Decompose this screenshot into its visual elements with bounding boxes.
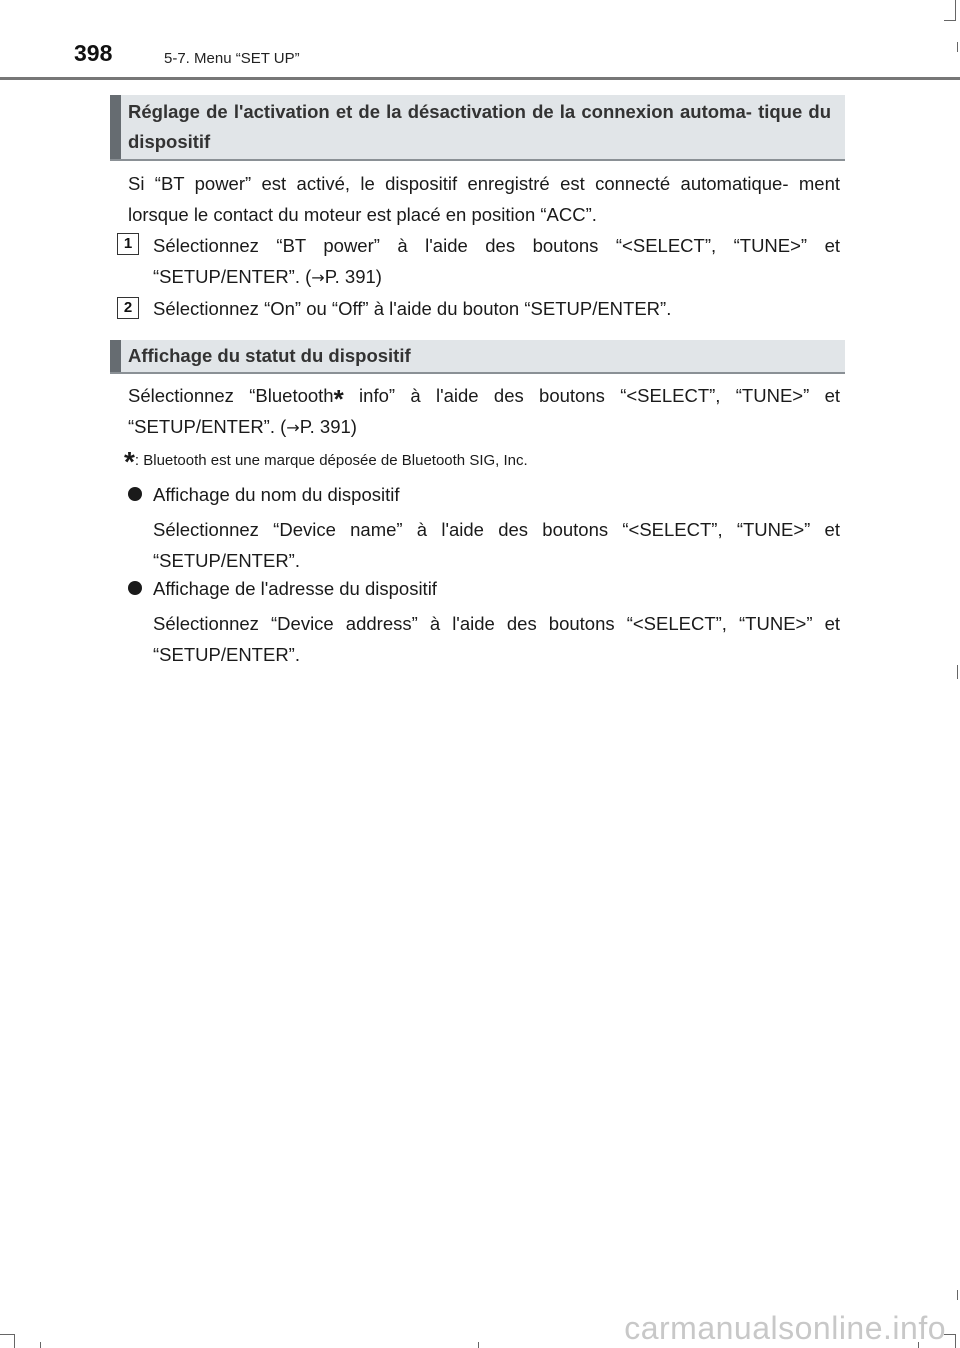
page-number: 398 [74, 40, 113, 66]
intro-page-ref[interactable]: P. 391) [299, 416, 357, 437]
section-heading-text: Affichage du statut du dispositif [128, 345, 411, 366]
bullet-icon [128, 487, 142, 501]
crop-mark [0, 1334, 14, 1335]
intro-part-a: Sélectionnez “Bluetooth [128, 385, 334, 406]
crop-mark [955, 0, 956, 20]
footnote-text: : Bluetooth est une marque déposée de Bluetooth SIG, Inc. [134, 452, 528, 469]
item-1-title: Affichage du nom du dispositif [153, 484, 400, 505]
crop-mark [957, 1290, 958, 1300]
arrow-right-icon: → [286, 418, 300, 437]
watermark: carmanualsonline.info [624, 1310, 946, 1346]
crop-mark [40, 1342, 41, 1348]
arrow-right-icon: → [311, 268, 325, 287]
item-1-text: Sélectionnez “Device name” à l'aide des boutons “<SELECT”, “TUNE>” et “SETUP/ENTER”. [153, 519, 840, 571]
section1-intro: Si “BT power” est activé, le dispositif enregistré est connecté automatique- ment lorsque le contact du moteur est placé en position “ACC”. [128, 173, 840, 225]
crop-mark [957, 665, 958, 679]
section-heading-auto-connection [110, 95, 845, 161]
footnote-marker: * [333, 384, 344, 414]
step-1-body: Sélectionnez “BT power” à l'aide des boutons “<SELECT”, “TUNE>” et “SETUP/ENTER”. ( [153, 235, 840, 287]
footnote [124, 446, 528, 478]
footnote-star: * [124, 446, 135, 477]
step-number-2: 2 [117, 297, 139, 319]
crop-mark [14, 1334, 15, 1348]
section-heading-text: Réglage de l'activation et de la désactivation de la connexion automa- tique du dispositif [128, 101, 831, 152]
crop-mark [478, 1342, 479, 1348]
crop-mark [957, 42, 958, 52]
section-heading-device-status [110, 340, 845, 374]
item-2-text: Sélectionnez “Device address” à l'aide des boutons “<SELECT”, “TUNE>” et “SETUP/ENTER”. [153, 613, 840, 665]
step-1-text [153, 230, 840, 293]
crop-mark [955, 1334, 956, 1348]
crop-mark [944, 20, 956, 21]
step-number-1: 1 [117, 233, 139, 255]
section2-intro [128, 380, 840, 443]
running-head: 5-7. Menu “SET UP” [164, 50, 300, 67]
item-2-title: Affichage de l'adresse du dispositif [153, 578, 437, 599]
intro-part-b: info” à l'aide des boutons “<SELECT”, “TUNE>” et “SETUP/ENTER”. ( [128, 385, 840, 437]
step-1-page-ref[interactable]: P. 391) [324, 266, 382, 287]
step-2-text: Sélectionnez “On” ou “Off” à l'aide du bouton “SETUP/ENTER”. [153, 298, 672, 319]
bullet-icon [128, 581, 142, 595]
header-rule [0, 77, 960, 80]
